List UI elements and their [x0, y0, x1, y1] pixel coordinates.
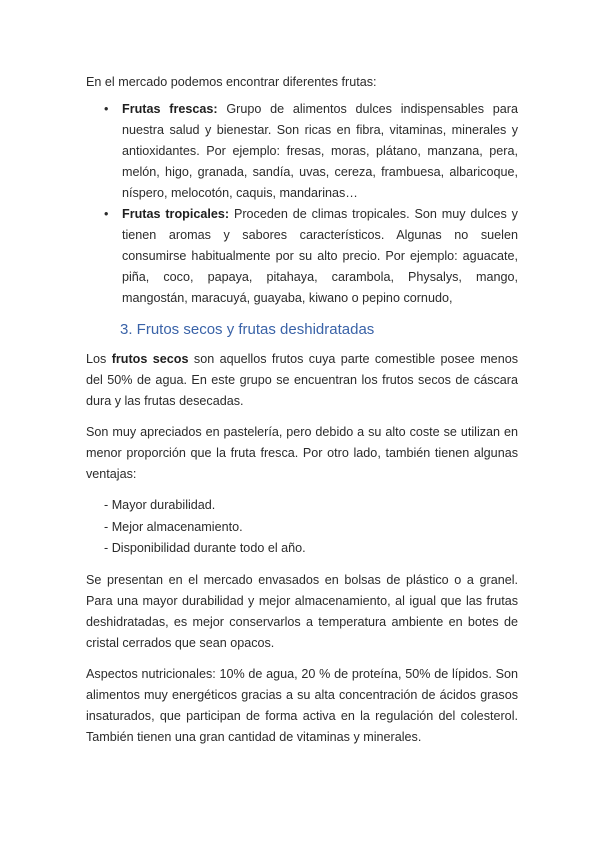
bullet-icon: • — [104, 102, 109, 116]
advantage-item: - Disponibilidad durante todo el año. — [104, 541, 306, 555]
fruit-types-list — [86, 99, 518, 309]
advantages-list — [86, 495, 518, 560]
paragraph-frutos-secos-pre: Los — [86, 352, 112, 366]
list-item-frutas-frescas — [86, 99, 518, 204]
paragraph-nutricional: Aspectos nutricionales: 10% de agua, 20 % de proteína, 50% de lípidos. Son alimentos muy energéticos gracias a su alta concentración de ácidos grasos insaturados, que participan de forma activa en la regulación del colesterol. También tienen una gran cantidad de vitaminas y minerales. — [86, 666, 518, 744]
description-frutas-tropicales: Proceden de climas tropicales. Son muy dulces y tienen aromas y sabores característicos. Algunas no suelen consumirse habitualmente por su alto precio. Por ejemplo: aguacate, piña, coco, papaya, pitahaya, carambola, Physalys, mango, mangostán, maracuyá, guayaba, kiwano o pepino cornudo, — [122, 207, 518, 305]
list-item-frutas-tropicales — [86, 204, 518, 309]
description-frutas-frescas: Grupo de alimentos dulces indispensables para nuestra salud y bienestar. Son ricas en fibra, vitaminas, minerales y antioxidantes. Por ejemplo: fresas, moras, plátano, manzana, pera, melón, higo, granada, sandía, uvas, cereza, frambuesa, albaricoque, níspero, melocotón, caquis, mandarinas… — [122, 102, 518, 200]
document-page — [86, 72, 518, 758]
paragraph-frutos-secos-post: son aquellos frutos cuya parte comestible posee menos del 50% de agua. En este grupo se encuentran los frutos secos de cáscara dura y las frutas desecadas. — [86, 352, 518, 408]
intro-text: En el mercado podemos encontrar diferentes frutas: — [86, 75, 377, 89]
paragraph-frutos-secos — [86, 349, 518, 412]
term-frutas-frescas: Frutas frescas: — [122, 102, 218, 116]
paragraph-pasteleria: Son muy apreciados en pastelería, pero debido a su alto coste se utilizan en menor proporción que la fruta fresca. Por otro lado, también tienen algunas ventajas: — [86, 425, 518, 481]
term-frutos-secos: frutos secos — [111, 352, 189, 366]
paragraph-presentacion: Se presentan en el mercado envasados en bolsas de plástico o a granel. Para una mayor durabilidad y mejor almacenamiento, al igual que las frutas deshidratadas, es mejor conservarlos a temperatura ambiente en botes de cristal cerrados que sean opacos. — [86, 572, 518, 650]
advantage-item: - Mejor almacenamiento. — [104, 519, 243, 534]
bullet-icon: • — [104, 207, 109, 221]
advantage-item: - Mayor durabilidad. — [104, 498, 216, 512]
term-frutas-tropicales: Frutas tropicales: — [122, 207, 230, 221]
section-heading: 3. Frutos secos y frutas deshidratadas — [120, 321, 375, 338]
